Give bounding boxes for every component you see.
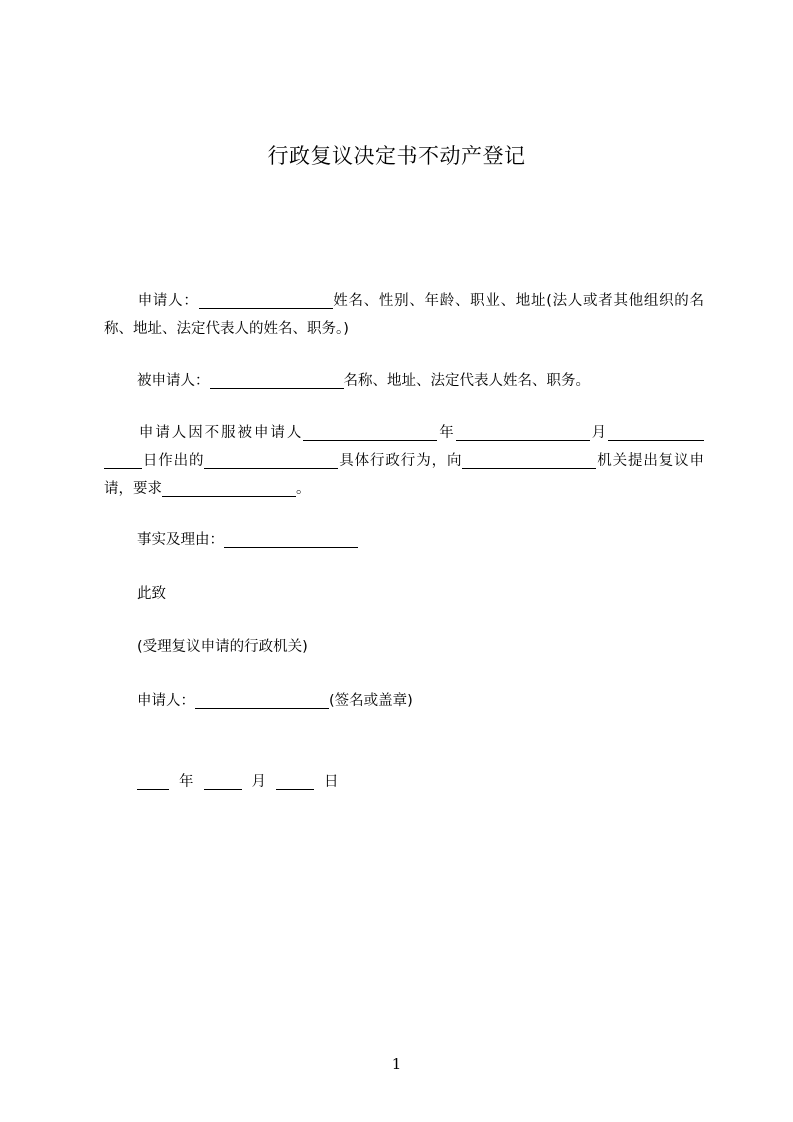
respondent-name-blank[interactable] bbox=[303, 423, 437, 441]
signature-note: (签名或盖章) bbox=[329, 693, 413, 709]
request-text-5: 具体行政行为，向 bbox=[338, 453, 463, 469]
day-blank[interactable] bbox=[104, 451, 142, 469]
applicant-label: 申请人： bbox=[137, 293, 199, 309]
date-year-label: 年 bbox=[179, 774, 194, 790]
request-text-6: 机关提出复议申请，要求 bbox=[104, 453, 705, 497]
request-paragraph bbox=[104, 419, 704, 503]
action-blank[interactable] bbox=[204, 451, 338, 469]
request-text-4: 日作出的 bbox=[142, 453, 205, 469]
applicant-paragraph bbox=[104, 287, 704, 343]
date-year-blank[interactable] bbox=[137, 772, 169, 790]
date-day-blank[interactable] bbox=[276, 772, 314, 790]
agency-blank[interactable] bbox=[462, 451, 596, 469]
facts-label: 事实及理由： bbox=[137, 532, 224, 548]
request-month-label: 月 bbox=[589, 425, 609, 441]
respondent-description: 名称、地址、法定代表人姓名、职务。 bbox=[343, 373, 590, 389]
salutation-paragraph bbox=[104, 580, 704, 608]
signature-blank[interactable] bbox=[195, 691, 329, 709]
document-title: 行政复议决定书不动产登记 bbox=[267, 144, 526, 168]
signature-label: 申请人： bbox=[137, 693, 195, 709]
signature-paragraph bbox=[104, 687, 704, 715]
date-day-label: 日 bbox=[324, 774, 339, 790]
respondent-label: 被申请人： bbox=[137, 373, 210, 389]
date-line bbox=[137, 770, 339, 794]
facts-paragraph bbox=[104, 526, 704, 554]
applicant-blank[interactable] bbox=[199, 291, 333, 309]
date-month-blank[interactable] bbox=[204, 772, 242, 790]
request-text-1: 申请人因不服被申请人 bbox=[137, 425, 304, 441]
respondent-paragraph bbox=[104, 367, 704, 395]
salutation: 此致 bbox=[137, 586, 166, 602]
demand-blank[interactable] bbox=[162, 479, 296, 497]
request-text-7: 。 bbox=[296, 481, 311, 497]
page-number: 1 bbox=[391, 1055, 402, 1073]
recipient-paragraph bbox=[104, 633, 704, 661]
facts-blank[interactable] bbox=[224, 530, 358, 548]
date-month-label: 月 bbox=[251, 774, 266, 790]
month-blank[interactable] bbox=[608, 423, 704, 441]
year-blank[interactable] bbox=[456, 423, 590, 441]
respondent-blank[interactable] bbox=[210, 371, 344, 389]
recipient: (受理复议申请的行政机关) bbox=[137, 639, 308, 655]
applicant-description: 姓名、性别、年龄、职业、地址(法人或者其他组织的名称、地址、法定代表人的姓名、职务。) bbox=[104, 293, 705, 337]
request-year-label: 年 bbox=[437, 425, 456, 441]
